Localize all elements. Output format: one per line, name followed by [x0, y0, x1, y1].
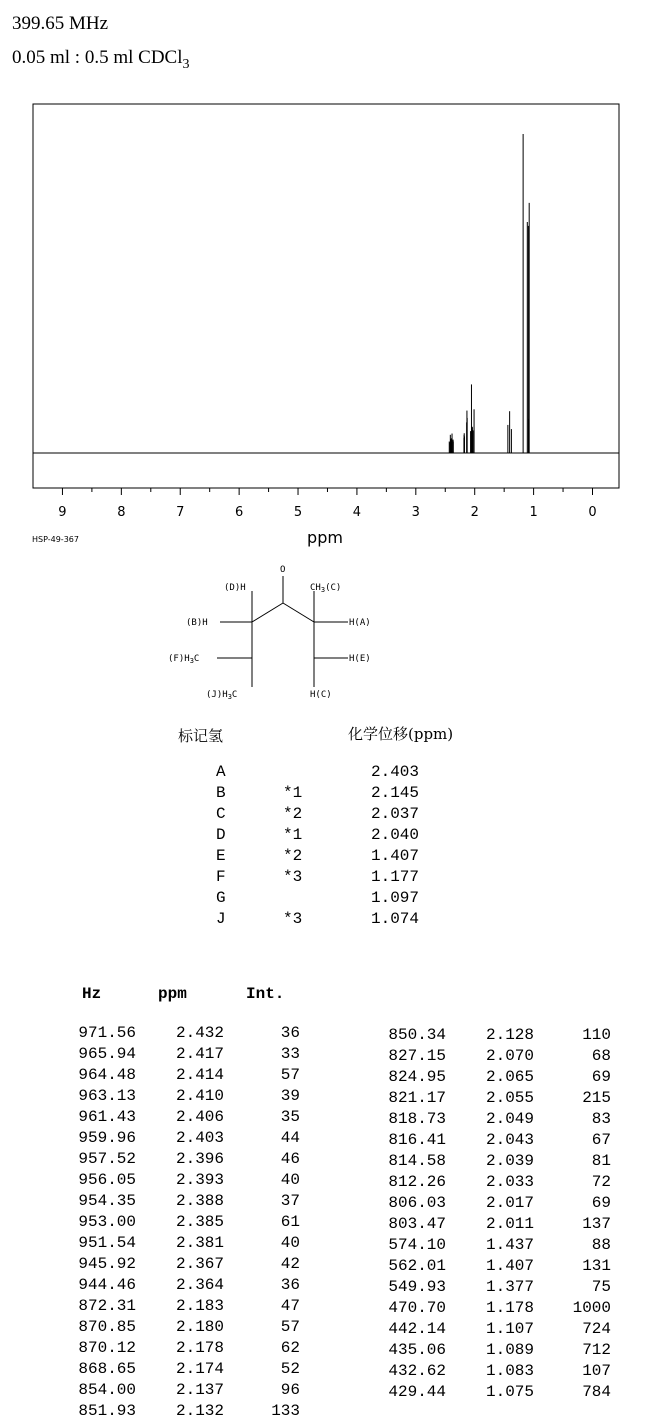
assignment-note: *3	[283, 910, 303, 928]
peak-hz: 851.93	[78, 1402, 136, 1420]
peak-hz: 818.73	[388, 1110, 446, 1128]
x-tick-label-0: 0	[588, 505, 597, 520]
peak-hz: 971.56	[78, 1024, 136, 1042]
peak-int: 37	[280, 1192, 300, 1210]
peak-ppm: 2.367	[175, 1255, 224, 1273]
oxygen-label: O	[280, 565, 286, 575]
assignment-shift: 1.177	[371, 868, 420, 886]
nmr-spectrum	[0, 0, 652, 560]
peak-hz: 435.06	[388, 1341, 446, 1359]
peak-ppm: 1.083	[485, 1362, 534, 1380]
x-tick-label-3: 3	[411, 505, 420, 520]
label-d: (D)H	[224, 583, 246, 593]
peak-ppm: 1.377	[485, 1278, 534, 1296]
assignment-label: F	[216, 868, 226, 886]
x-tick-label-7: 7	[176, 505, 185, 520]
label-f: $(F)H_3C$	[168, 654, 200, 665]
assignment-shift: 2.403	[371, 763, 420, 781]
peak-int: 33	[280, 1045, 300, 1063]
peak-ppm: 2.055	[485, 1089, 534, 1107]
peak-ppm: 2.128	[485, 1026, 534, 1044]
assignment-note: *1	[283, 784, 303, 802]
peak-hz: 870.85	[78, 1318, 136, 1336]
assignment-shift: 2.040	[371, 826, 420, 844]
peak-hz: 944.46	[78, 1276, 136, 1294]
peak-int: 1000	[572, 1299, 611, 1317]
peak-hz: 854.00	[78, 1381, 136, 1399]
peak-int: 96	[280, 1381, 300, 1399]
peak-hz: 432.62	[388, 1362, 446, 1380]
assignment-note: *2	[283, 847, 303, 865]
peak-int: 35	[280, 1108, 300, 1126]
peak-ppm: 2.414	[175, 1066, 224, 1084]
assignment-shift: 1.407	[371, 847, 420, 865]
peak-hz: 953.00	[78, 1213, 136, 1231]
assignment-shifts	[371, 762, 419, 930]
peak-ppm: 1.178	[485, 1299, 534, 1317]
peak-ppm: 2.070	[485, 1047, 534, 1065]
peak-int: 40	[280, 1171, 300, 1189]
x-tick-label-9: 9	[58, 505, 67, 520]
assignment-labels	[216, 762, 226, 930]
peak-int: 62	[280, 1339, 300, 1357]
peak-int: 137	[582, 1215, 611, 1233]
assignment-note: *3	[283, 868, 303, 886]
right-hz-column	[388, 1025, 446, 1403]
frequency-label: 399.65 MHz	[12, 13, 109, 34]
peak-hz: 957.52	[78, 1150, 136, 1168]
peak-hz: 574.10	[388, 1236, 446, 1254]
assignment-label: A	[216, 763, 226, 781]
peak-int: 57	[280, 1318, 300, 1336]
peak-ppm: 2.137	[175, 1381, 224, 1399]
peak-ppm: 2.364	[175, 1276, 224, 1294]
x-tick-label-2: 2	[470, 505, 479, 520]
peak-int: 46	[280, 1150, 300, 1168]
peak-hz: 442.14	[388, 1320, 446, 1338]
peak-ppm: 2.432	[175, 1024, 224, 1042]
peak-hz: 816.41	[388, 1131, 446, 1149]
peak-int: 215	[582, 1089, 611, 1107]
left-ppm-column	[176, 1023, 224, 1422]
peak-ppm: 1.089	[485, 1341, 534, 1359]
peak-hz: 803.47	[388, 1215, 446, 1233]
peak-int: 42	[280, 1255, 300, 1273]
peak-ppm: 2.174	[175, 1360, 224, 1378]
label-ch3c: $CH_3(C)$	[310, 583, 342, 594]
sample-code: HSP-49-367	[32, 535, 79, 544]
peak-int: 81	[591, 1152, 611, 1170]
peak-ppm: 2.183	[175, 1297, 224, 1315]
assignment-label: E	[216, 847, 226, 865]
peak-int: 36	[280, 1276, 300, 1294]
peak-ppm: 1.075	[485, 1383, 534, 1401]
peak-int: 133	[271, 1402, 300, 1420]
peak-int: 39	[280, 1087, 300, 1105]
peak-ppm: 2.033	[485, 1173, 534, 1191]
peak-int: 61	[280, 1213, 300, 1231]
peak-ppm: 1.407	[485, 1257, 534, 1275]
peak-int: 131	[582, 1257, 611, 1275]
assignment-label: C	[216, 805, 226, 823]
peak-ppm: 2.132	[175, 1402, 224, 1420]
col-header-hz: Hz	[82, 985, 102, 1003]
peak-ppm: 2.388	[175, 1192, 224, 1210]
peak-int: 68	[591, 1047, 611, 1065]
peak-hz: 824.95	[388, 1068, 446, 1086]
assignment-notes	[283, 783, 302, 930]
peak-int: 75	[591, 1278, 611, 1296]
x-tick-label-5: 5	[293, 505, 303, 520]
peak-int: 88	[591, 1236, 611, 1254]
peak-ppm: 2.011	[485, 1215, 534, 1233]
peak-ppm: 2.065	[485, 1068, 534, 1086]
peak-ppm: 2.410	[175, 1087, 224, 1105]
peak-ppm: 2.178	[175, 1339, 224, 1357]
peak-ppm: 2.393	[175, 1171, 224, 1189]
right-ppm-column	[486, 1025, 534, 1403]
peak-ppm: 2.381	[175, 1234, 224, 1252]
peak-int: 107	[582, 1362, 611, 1380]
peak-hz: 951.54	[78, 1234, 136, 1252]
peak-hz: 827.15	[388, 1047, 446, 1065]
x-axis	[58, 488, 596, 520]
peak-int: 72	[591, 1173, 611, 1191]
left-int-column	[271, 1023, 300, 1422]
assignment-label: B	[216, 784, 226, 802]
peak-int: 36	[280, 1024, 300, 1042]
peak-hz: 549.93	[388, 1278, 446, 1296]
x-axis-label: ppm	[307, 528, 343, 547]
peak-ppm: 2.017	[485, 1194, 534, 1212]
peak-hz: 806.03	[388, 1194, 446, 1212]
peak-hz: 959.96	[78, 1129, 136, 1147]
plot-frame	[33, 104, 619, 488]
peak-ppm: 2.417	[175, 1045, 224, 1063]
peak-ppm: 1.437	[485, 1236, 534, 1254]
peak-hz: 965.94	[78, 1045, 136, 1063]
peak-int: 52	[280, 1360, 300, 1378]
assignment-label: G	[216, 889, 226, 907]
x-tick-label-1: 1	[529, 505, 538, 520]
assignment-shift-header: 化学位移(ppm)	[348, 725, 454, 743]
peak-hz: 470.70	[388, 1299, 446, 1317]
label-j: $(J)H_3C$	[206, 690, 238, 701]
peak-ppm: 2.403	[175, 1129, 224, 1147]
peak-ppm: 1.107	[485, 1320, 534, 1338]
x-tick-label-6: 6	[234, 505, 244, 520]
peak-int: 67	[591, 1131, 611, 1149]
peaks	[449, 134, 529, 453]
peak-hz: 821.17	[388, 1089, 446, 1107]
peak-ppm: 2.180	[175, 1318, 224, 1336]
peak-hz: 429.44	[388, 1383, 446, 1401]
peak-int: 40	[280, 1234, 300, 1252]
col-header-int: Int.	[246, 985, 285, 1003]
assignment-shift: 1.097	[371, 889, 420, 907]
peak-ppm: 2.385	[175, 1213, 224, 1231]
peak-ppm: 2.396	[175, 1150, 224, 1168]
peak-ppm: 2.049	[485, 1110, 534, 1128]
assignment-label: J	[216, 910, 226, 928]
assignment-shift: 2.145	[371, 784, 420, 802]
peak-int: 57	[280, 1066, 300, 1084]
label-b: (B)H	[186, 618, 208, 628]
x-tick-label-4: 4	[352, 505, 362, 520]
sample-main: 0.05 ml : 0.5 ml CDCl	[12, 47, 183, 68]
peak-hz: 964.48	[78, 1066, 136, 1084]
peak-hz: 945.92	[78, 1255, 136, 1273]
sample-subscript: 3	[182, 56, 190, 72]
peak-int: 110	[582, 1026, 611, 1044]
peak-ppm: 2.406	[175, 1108, 224, 1126]
label-c: H(C)	[310, 690, 332, 700]
right-int-column	[573, 1025, 611, 1403]
assignment-note: *1	[283, 826, 303, 844]
peak-hz: 954.35	[78, 1192, 136, 1210]
peak-int: 83	[591, 1110, 611, 1128]
peak-hz: 868.65	[78, 1360, 136, 1378]
col-header-ppm: ppm	[158, 985, 187, 1003]
label-e: H(E)	[349, 654, 371, 664]
x-tick-label-8: 8	[117, 505, 126, 520]
peak-ppm: 2.039	[485, 1152, 534, 1170]
peak-hz: 963.13	[78, 1087, 136, 1105]
assignment-note	[283, 888, 302, 909]
peak-hz: 562.01	[388, 1257, 446, 1275]
peak-hz: 961.43	[78, 1108, 136, 1126]
peak-int: 784	[582, 1383, 611, 1401]
peak-hz: 956.05	[78, 1171, 136, 1189]
peak-int: 69	[591, 1194, 611, 1212]
peak-int: 44	[280, 1129, 300, 1147]
assignment-label: D	[216, 826, 226, 844]
peak-ppm: 2.043	[485, 1131, 534, 1149]
peak-int: 724	[582, 1320, 611, 1338]
peak-hz: 872.31	[78, 1297, 136, 1315]
peak-int: 47	[280, 1297, 300, 1315]
assignment-note: *2	[283, 805, 303, 823]
peak-hz: 870.12	[78, 1339, 136, 1357]
peak-hz: 812.26	[388, 1173, 446, 1191]
left-hz-column	[78, 1023, 136, 1422]
label-a: H(A)	[349, 618, 371, 628]
assignment-shift: 2.037	[371, 805, 420, 823]
peak-hz: 850.34	[388, 1026, 446, 1044]
molecule-structure	[0, 560, 652, 720]
peak-int: 69	[591, 1068, 611, 1086]
peak-hz: 814.58	[388, 1152, 446, 1170]
assignment-label-header: 标记氢	[178, 727, 224, 745]
assignment-shift: 1.074	[371, 910, 420, 928]
peak-int: 712	[582, 1341, 611, 1359]
